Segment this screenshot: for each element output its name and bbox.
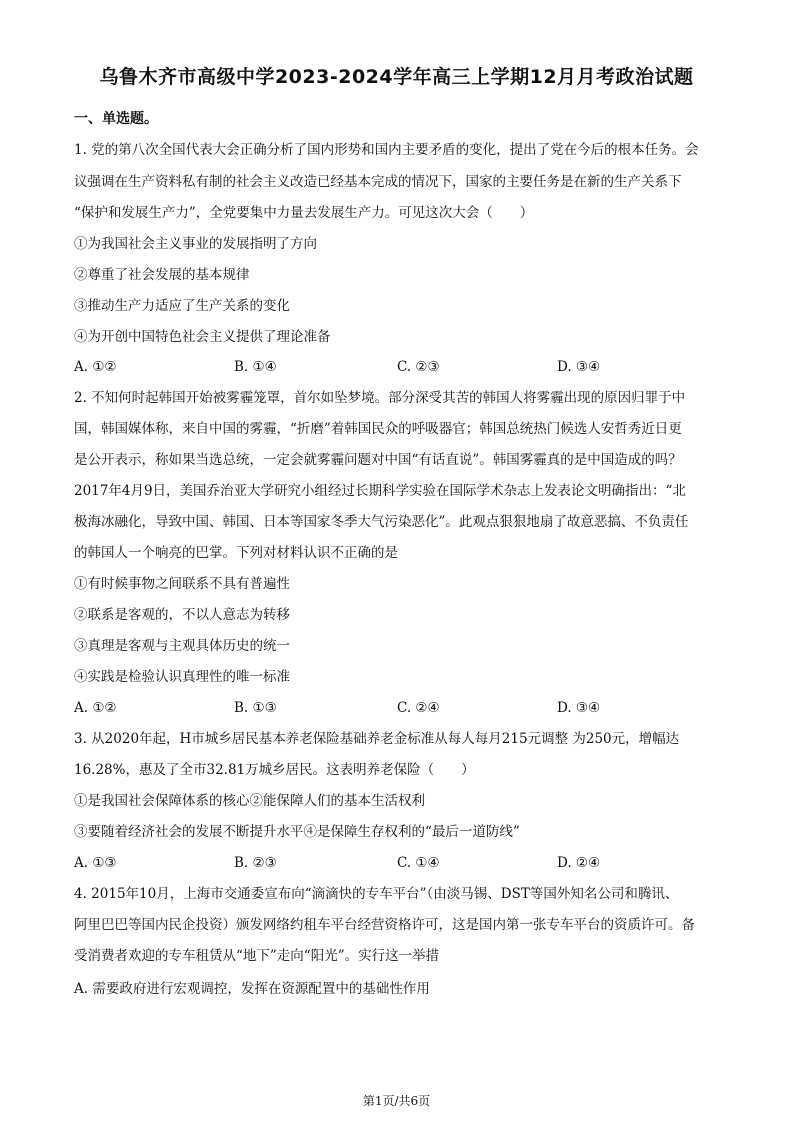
statement-item: ③要随着经济社会的发展不断提升水平④是保障生存权利的“最后一道防线” (74, 824, 520, 840)
statement-item: ④为开创中国特色社会主义提供了理论准备 (74, 329, 331, 345)
question-text: 受消费者欢迎的专车租赁从“地下”走向“阳光”。实行这一举措 (74, 948, 440, 964)
statement-item: ②尊重了社会发展的基本规律 (74, 267, 250, 283)
option-b: B. ②③ (234, 855, 277, 871)
question-text: 阿里巴巴等国内民企投资）颁发网络约租车平台经营资格许可，这是国内第一张专车平台的资质许可。备 (74, 917, 695, 933)
statement-item: ①有时候事物之间联系不具有普遍性 (74, 576, 290, 592)
statement-item: ③推动生产力适应了生产关系的变化 (74, 298, 290, 314)
page-number: 第1页/共6页 (362, 1094, 431, 1108)
option-a: A. ①② (74, 359, 117, 375)
question-text: 1. 党的第八次全国代表大会正确分析了国内形势和国内主要矛盾的变化，提出了党在今后的根本任务。会 (74, 142, 699, 158)
option-a: A. ①③ (74, 855, 117, 871)
question-text: 极海冰融化，导致中国、韩国、日本等国家冬季大气污染恶化”。此观点狠狠地扇了故意恶搞、不负责任 (74, 514, 689, 530)
option-b: B. ①④ (234, 359, 277, 375)
section-heading: 一、单选题。 (74, 111, 158, 127)
option-b: B. ①③ (234, 700, 277, 716)
statement-item: ①为我国社会主义事业的发展指明了方向 (74, 236, 317, 252)
question-text: 国，韩国媒体称，来自中国的雾霾，“折磨”着韩国民众的呼吸器官；韩国总统热门候选人安哲秀近日更 (74, 421, 682, 437)
question-text: 2. 不知何时起韩国开始被雾霾笼罩，首尔如坠梦境。部分深受其苦的韩国人将雾霾出现的原因归罪于中 (74, 390, 686, 406)
option-a: A. 需要政府进行宏观调控，发挥在资源配置中的基础性作用 (74, 981, 430, 997)
statement-item: ④实践是检验认识真理性的唯一标准 (74, 669, 290, 685)
option-c: C. ①④ (397, 855, 440, 871)
option-d: D. ②④ (557, 855, 601, 871)
statement-item: ③真理是客观与主观具体历史的统一 (74, 638, 290, 654)
question-text: 是公开表示，称如果当选总统，一定会就雾霾问题对中国“有话直说”。韩国雾霾真的是中国造成的吗？ (74, 452, 682, 468)
option-c: C. ②③ (397, 359, 440, 375)
question-text: 2017年4月9日，美国乔治亚大学研究小组经过长期科学实验在国际学术杂志上发表论文明确指出：“北 (74, 483, 686, 499)
option-d: D. ③④ (557, 700, 601, 716)
option-a: A. ①② (74, 700, 117, 716)
question-text: 16.28%，惠及了全市32.81万城乡居民。这表明养老保险（ ） (74, 762, 475, 778)
statement-item: ②联系是客观的，不以人意志为转移 (74, 607, 290, 623)
question-text: 4. 2015年10月，上海市交通委宣布向“滴滴快的专车平台”（由淡马锡、DST等国外知名公司和腾讯、 (74, 886, 679, 902)
option-d: D. ③④ (557, 359, 601, 375)
page-title: 乌鲁木齐市高级中学2023-2024学年高三上学期12月月考政治试题 (99, 66, 694, 88)
statement-item: ①是我国社会保障体系的核心②能保障人们的基本生活权利 (74, 793, 425, 809)
question-text: “保护和发展生产力”，全党要集中力量去发展生产力。可见这次大会（ ） (74, 205, 534, 221)
question-text: 的韩国人一个响亮的巴掌。下列对材料认识不正确的是 (74, 545, 398, 561)
option-c: C. ②④ (397, 700, 440, 716)
question-text: 3. 从2020年起，H市城乡居民基本养老保险基础养老金标准从每人每月215元调整 为250元，增幅达 (74, 731, 680, 747)
question-text: 议强调在生产资料私有制的社会主义改造已经基本完成的情况下，国家的主要任务是在新的生产关系下 (74, 174, 682, 190)
